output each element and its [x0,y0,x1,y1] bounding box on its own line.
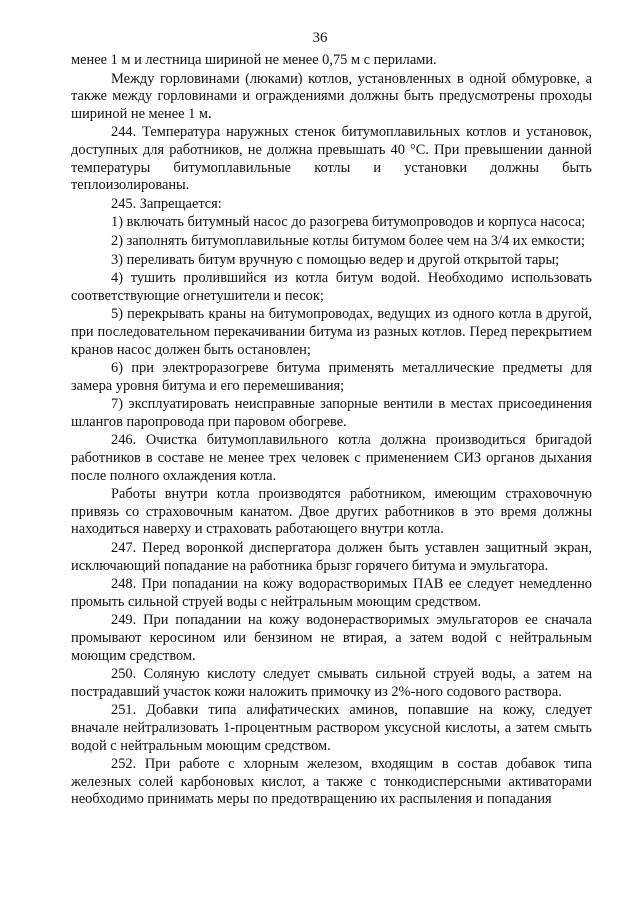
list-item-7: 7) эксплуатировать неисправные запорные вентили в местах присоединения шлангов паропровода при паровом обогреве. [71,396,592,430]
paragraph: Между горловинами (люками) котлов, установленных в одной обмуровке, а также между горловинами и ограждениями должны быть предусмотрены проходы шириной не менее 1 м. [71,70,592,122]
document-body [71,52,592,810]
paragraph-250: 250. Соляную кислоту следует смывать сильной струей воды, а затем на пострадавший участок кожи наложить примочку из 2%-ного содового раствора. [71,666,592,700]
page-number: 36 [312,30,328,46]
list-item-5: 5) перекрывать краны на битумопроводах, ведущих из одного котла в другой, при последовательном перекачивании битума из разных котлов. Перед перекрытием кранов насос должен быть остановлен; [71,306,592,358]
paragraph-248: 248. При попадании на кожу водорастворимых ПАВ ее следует немедленно промыть сильной струей воды с нейтральным моющим средством. [71,576,592,610]
list-item-6: 6) при электроразогреве битума применять металлические предметы для замера уровня битума и его перемешивания; [71,360,592,394]
paragraph: Работы внутри котла производятся работником, имеющим страховочную привязь со страховочным канатом. Двое других работников в это время должны находиться наверху и страховать работающего внутри котла. [71,486,592,538]
paragraph-252: 252. При работе с хлорным железом, входящим в состав добавок типа железных солей карбоновых кислот, а также с тонкодисперсными активаторами необходимо принимать меры по предотвращению их распыления и попадания [71,756,592,808]
paragraph-244: 244. Температура наружных стенок битумоплавильных котлов и установок, доступных для работников, не должна превышать 40 °С. При превышении данной температуры битумоплавильные котлы и установки должны быть теплоизолированы. [71,124,592,194]
list-item-2: 2) заполнять битумоплавильные котлы битумом более чем на 3/4 их емкости; [111,232,585,249]
paragraph-246: 246. Очистка битумоплавильного котла должна производиться бригадой работников в составе не менее трех человек с применением СИЗ органов дыхания после полного охлаждения котла. [71,432,592,484]
list-item-3: 3) переливать битум вручную с помощью ведер и другой открытой тары; [111,251,560,268]
paragraph-continuation: менее 1 м и лестница шириной не менее 0,75 м с перилами. [71,52,437,68]
list-item-4: 4) тушить пролившийся из котла битум водой. Необходимо использовать соответствующие огнетушители и песок; [71,270,592,304]
paragraph-251: 251. Добавки типа алифатических аминов, попавшие на кожу, следует вначале нейтрализовать 1-процентным раствором уксусной кислоты, а затем смыть водой с нейтральным моющим средством. [71,702,592,754]
list-item-1: 1) включать битумный насос до разогрева битумопроводов и корпуса насоса; [111,214,586,231]
paragraph-245: 245. Запрещается: [111,195,222,212]
paragraph-247: 247. Перед воронкой диспергатора должен быть уставлен защитный экран, исключающий попадание на работника брызг горячего битума и эмульгатора. [71,540,592,574]
paragraph-249: 249. При попадании на кожу водонерастворимых эмульгаторов ее сначала промывают керосином или бензином не втирая, а затем водой с нейтральным моющим средством. [71,612,592,664]
